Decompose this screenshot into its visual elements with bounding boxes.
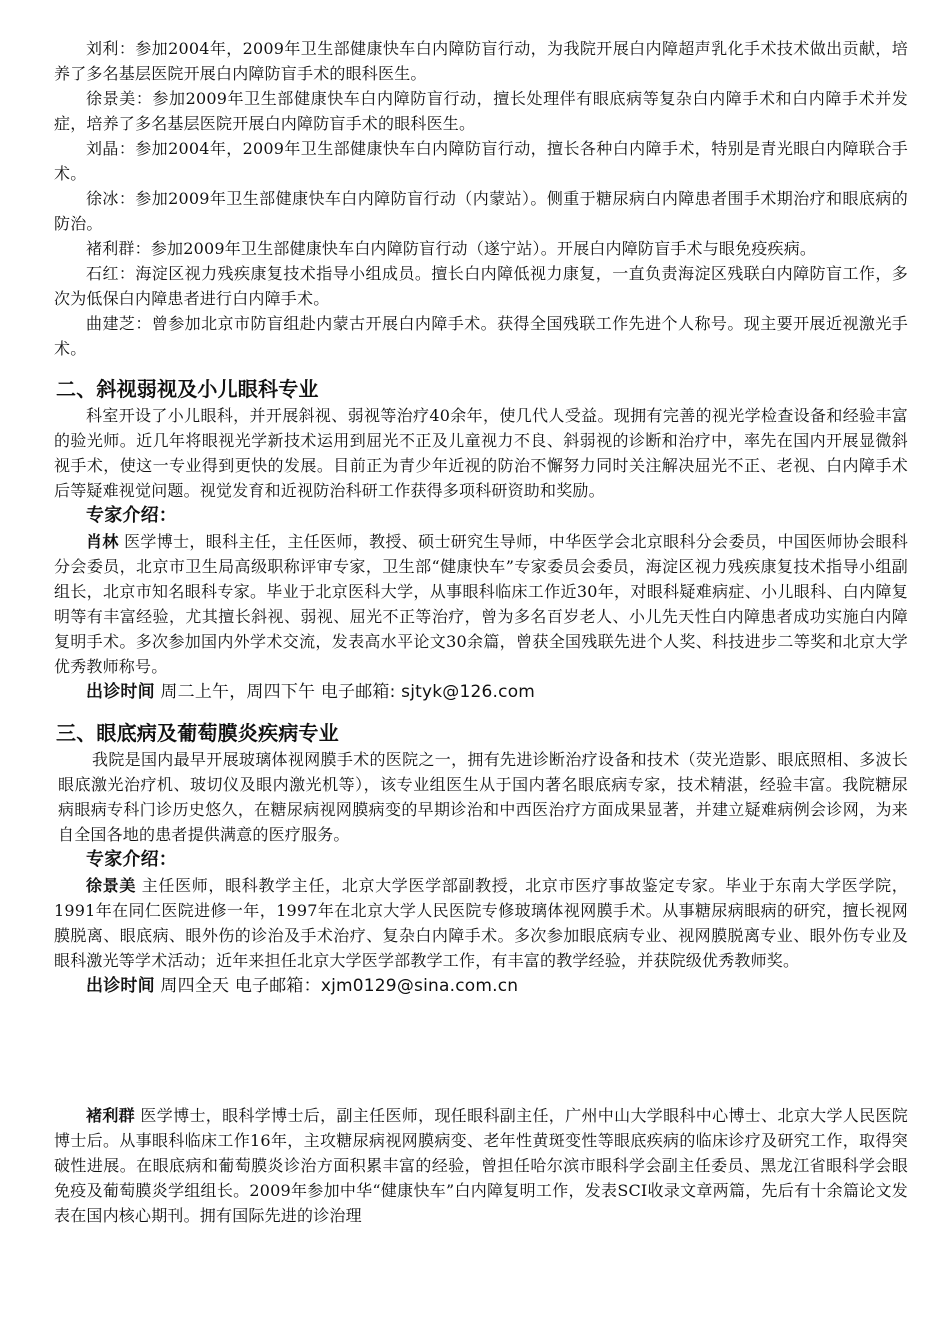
section3-clinic-hours <box>54 973 908 999</box>
section2-title: 二、斜视弱视及小儿眼科专业 <box>56 377 319 401</box>
expert-entry-xu-bing: 徐冰：参加2009年卫生部健康快车白内障防盲行动（内蒙站）。侧重于糖尿病白内障患者围手术期治疗和眼底病的防治。 <box>54 189 908 233</box>
section2-intro: 科室开设了小儿眼科，并开展斜视、弱视等治疗40余年，使几代人受益。现拥有完善的视光学检查设备和经验丰富的验光师。近几年将眼视光学新技术运用到屈光不正及儿童视力不良、斜弱视的诊断和治疗中，率先在国内开展显微斜视手术，使这一专业得到更快的发展。目前正为青少年近视的防治不懈努力同时关注解决屈光不正、老视、白内障手术后等疑难视觉问题。视觉发育和近视防治科研工作获得多项科研资助和奖励。 <box>54 406 908 500</box>
expert-name-xu-jingmei: 徐景美 <box>86 876 137 895</box>
section2-clinic-hours <box>54 679 908 705</box>
expert-entry-liu-jing: 刘晶：参加2004年，2009年卫生部健康快车白内障防盲行动，擅长各种白内障手术，特别是青光眼白内障联合手术。 <box>54 139 908 183</box>
section3-expert1-bio <box>54 873 908 973</box>
expert-name-chu-liqun: 褚利群 <box>86 1106 136 1125</box>
clinic-hours-text: 周四全天 电子邮箱：xjm0129@sina.com.cn <box>154 976 519 996</box>
section3-expert2-bio <box>54 1103 908 1228</box>
expert-entry-qu-jianzhi: 曲建芝：曾参加北京市防盲组赴内蒙古开展白内障手术。获得全国残联工作先进个人称号。现主要开展近视激光手术。 <box>54 314 908 358</box>
expert-entry-shi-hong: 石红：海淀区视力残疾康复技术指导小组成员。擅长白内障低视力康复，一直负责海淀区残联白内障防盲工作，多次为低保白内障患者进行白内障手术。 <box>54 264 908 308</box>
expert-entry-liu-li: 刘利：参加2004年，2009年卫生部健康快车白内障防盲行动，为我院开展白内障超声乳化手术技术做出贡献，培养了多名基层医院开展白内障防盲手术的眼科医生。 <box>54 39 908 83</box>
expert-entry-chu-liqun: 褚利群：参加2009年卫生部健康快车白内障防盲行动（遂宁站）。开展白内障防盲手术与眼免疫疾病。 <box>86 239 817 258</box>
section2-expert-bio <box>54 529 908 679</box>
expert-entry-xu-jingmei: 徐景美：参加2009年卫生部健康快车白内障防盲行动，擅长处理伴有眼底病等复杂白内障手术和白内障手术并发症，培养了多名基层医院开展白内障防盲手术的眼科医生。 <box>54 89 908 133</box>
cataract-experts-list <box>54 36 908 361</box>
expert1-bio-text: 主任医师，眼科教学主任，北京大学医学部副教授，北京市医疗事故鉴定专家。毕业于东南大学医学院，1991年在同仁医院进修一年，1997年在北京大学人民医院专修玻璃体视网膜手术。从事糖尿病眼病的研究，擅长视网膜脱离、眼底病、眼外伤的诊治及手术治疗、复杂白内障手术。多次参加眼底病专业、视网膜脱离专业、眼外伤专业及眼科激光等学术活动；近年来担任北京大学医学部教学工作，有丰富的教学经验，并获院级优秀教师奖。 <box>54 876 908 970</box>
section3-intro: 我院是国内最早开展玻璃体视网膜手术的医院之一，拥有先进诊断治疗设备和技术（荧光造影、眼底照相、多波长眼底激光治疗机、玻切仪及眼内激光机等），该专业组医生从于国内著名眼底病专家，技术精湛，经验丰富。我院糖尿病眼病专科门诊历史悠久，在糖尿病视网膜病变的早期诊治和中西医治疗方面成果显著，并建立疑难病例会诊网，为来自全国各地的患者提供满意的医疗服务。 <box>58 750 908 844</box>
expert2-bio-text: 医学博士，眼科学博士后，副主任医师，现任眼科副主任，广州中山大学眼科中心博士、北京大学人民医院博士后。从事眼科临床工作16年，主攻糖尿病视网膜病变、老年性黄斑变性等眼底疾病的临床诊疗及研究工作，取得突破性进展。在眼底病和葡萄膜炎诊治方面积累丰富的经验，曾担任哈尔滨市眼科学会副主任委员、黑龙江省眼科学会眼免疫及葡萄膜炎学组组长。2009年参加中华“健康快车”白内障复明工作，发表SCI收录文章两篇，先后有十余篇论文发表在国内核心期刊。拥有国际先进的诊治理 <box>54 1106 909 1225</box>
clinic-hours-text: 周二上午，周四下午 电子邮箱: sjtyk@126.com <box>154 682 536 702</box>
clinic-hours-label: 出诊时间 <box>86 976 155 996</box>
expert-bio-text: 医学博士，眼科主任，主任医师，教授、硕士研究生导师，中华医学会北京眼科分会委员，中国医师协会眼科分会委员，北京市卫生局高级职称评审专家，卫生部“健康快车”专家委员会委员，海淀区视力残疾康复技术指导小组副组长，北京市知名眼科专家。毕业于北京医科大学，从事眼科临床工作近30年，对眼科疑难病症、小儿眼科、白内障复明等有丰富经验，尤其擅长斜视、弱视、屈光不正等治疗，曾为多名百岁老人、小儿先天性白内障患者成功实施白内障复明手术。多次参加国内外学术交流，发表高水平论文30余篇，曾获全国残联先进个人奖、科技进步二等奖和北京大学优秀教师称号。 <box>54 532 908 676</box>
section3-title: 三、眼底病及葡萄膜炎疾病专业 <box>56 721 339 745</box>
section3-experts-heading: 专家介绍： <box>86 849 177 870</box>
section2-experts-heading: 专家介绍： <box>86 505 177 526</box>
expert-name-xiao-lin: 肖林 <box>86 532 119 551</box>
clinic-hours-label: 出诊时间 <box>86 682 155 702</box>
